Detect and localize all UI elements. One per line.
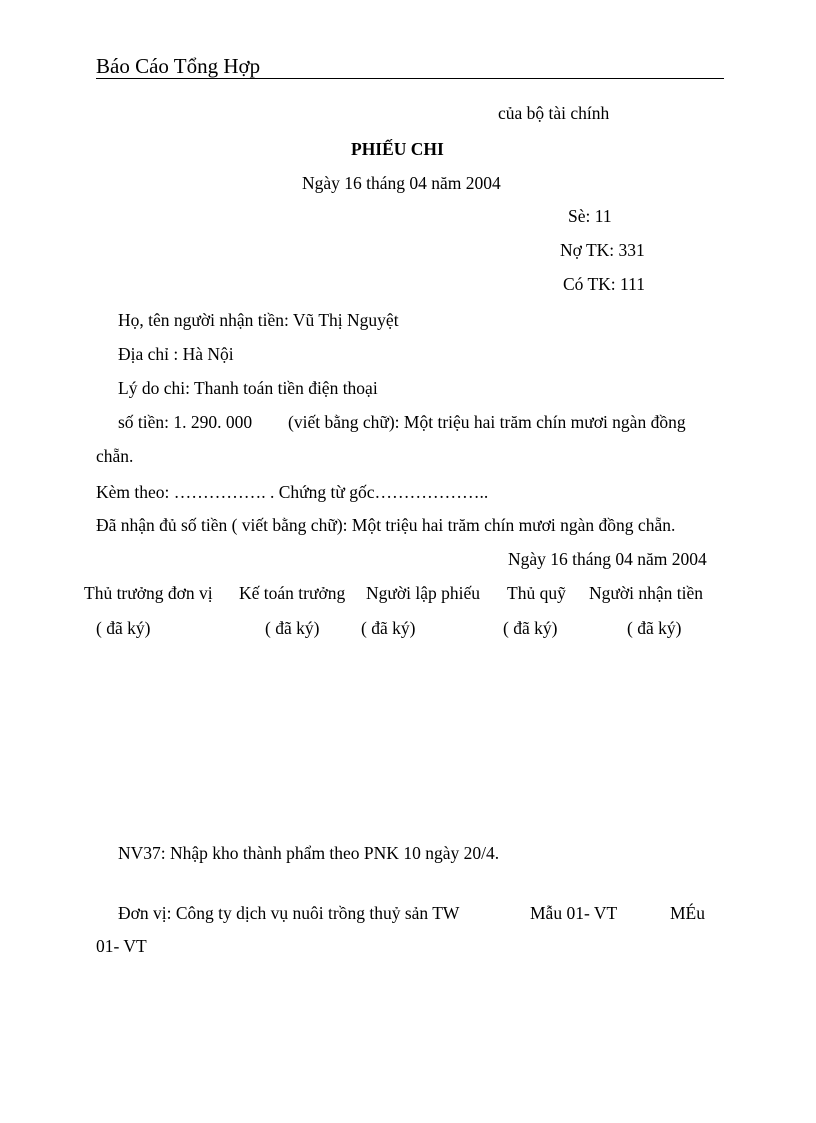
entry-nv37: NV37: Nhập kho thành phẩm theo PNK 10 ngày 20/4.: [118, 843, 500, 863]
form-reference-continued: 01- VT: [96, 936, 147, 956]
signature-title-receiver: Người nhận tiền: [589, 583, 703, 603]
issuer-note: của bộ tài chính: [498, 103, 610, 123]
credit-account: Có TK: 111: [563, 274, 645, 294]
header-rule: [96, 78, 724, 79]
signature-status-cashier: ( đã ký): [503, 618, 558, 638]
header-title: Báo Cáo Tổng Hợp: [96, 54, 261, 78]
received-amount-line: Đã nhận đủ số tiền ( viết bằng chữ): Một triệu hai trăm chín mươi ngàn đồng chẵn.: [96, 515, 676, 535]
signature-title-director: Thủ trưởng đơn vị: [84, 583, 213, 603]
signature-title-cashier: Thủ quỹ: [507, 583, 566, 603]
signature-date: Ngày 16 tháng 04 năm 2004: [508, 549, 707, 569]
amount-in-words-continued: chẵn.: [96, 446, 134, 466]
address-line: Địa chỉ : Hà Nội: [118, 344, 234, 364]
signature-status-receiver: ( đã ký): [627, 618, 682, 638]
document-date: Ngày 16 tháng 04 năm 2004: [302, 173, 501, 193]
form-reference: MÉu: [670, 903, 705, 923]
unit-line: Đơn vị: Công ty dịch vụ nuôi trồng thuỷ sản TW: [118, 903, 460, 923]
signature-status-chief-accountant: ( đã ký): [265, 618, 320, 638]
voucher-number: Sè: 11: [568, 206, 612, 226]
signature-status-director: ( đã ký): [96, 618, 151, 638]
amount-in-words: (viết bằng chữ): Một triệu hai trăm chín mươi ngàn đồng: [288, 412, 686, 432]
reason-line: Lý do chi: Thanh toán tiền điện thoại: [118, 378, 378, 398]
signature-status-preparer: ( đã ký): [361, 618, 416, 638]
signature-title-chief-accountant: Kế toán trưởng: [239, 583, 346, 603]
debit-account: Nợ TK: 331: [560, 240, 645, 260]
document-title: PHIẾU CHI: [351, 139, 444, 159]
form-number: Mẫu 01- VT: [530, 903, 618, 923]
recipient-line: Họ, tên người nhận tiền: Vũ Thị Nguyệt: [118, 310, 399, 330]
signature-title-preparer: Người lập phiếu: [366, 583, 480, 603]
attached-documents-line: Kèm theo: ……………. . Chứng từ gốc………………..: [96, 482, 489, 502]
amount-figure: số tiền: 1. 290. 000: [118, 412, 253, 432]
